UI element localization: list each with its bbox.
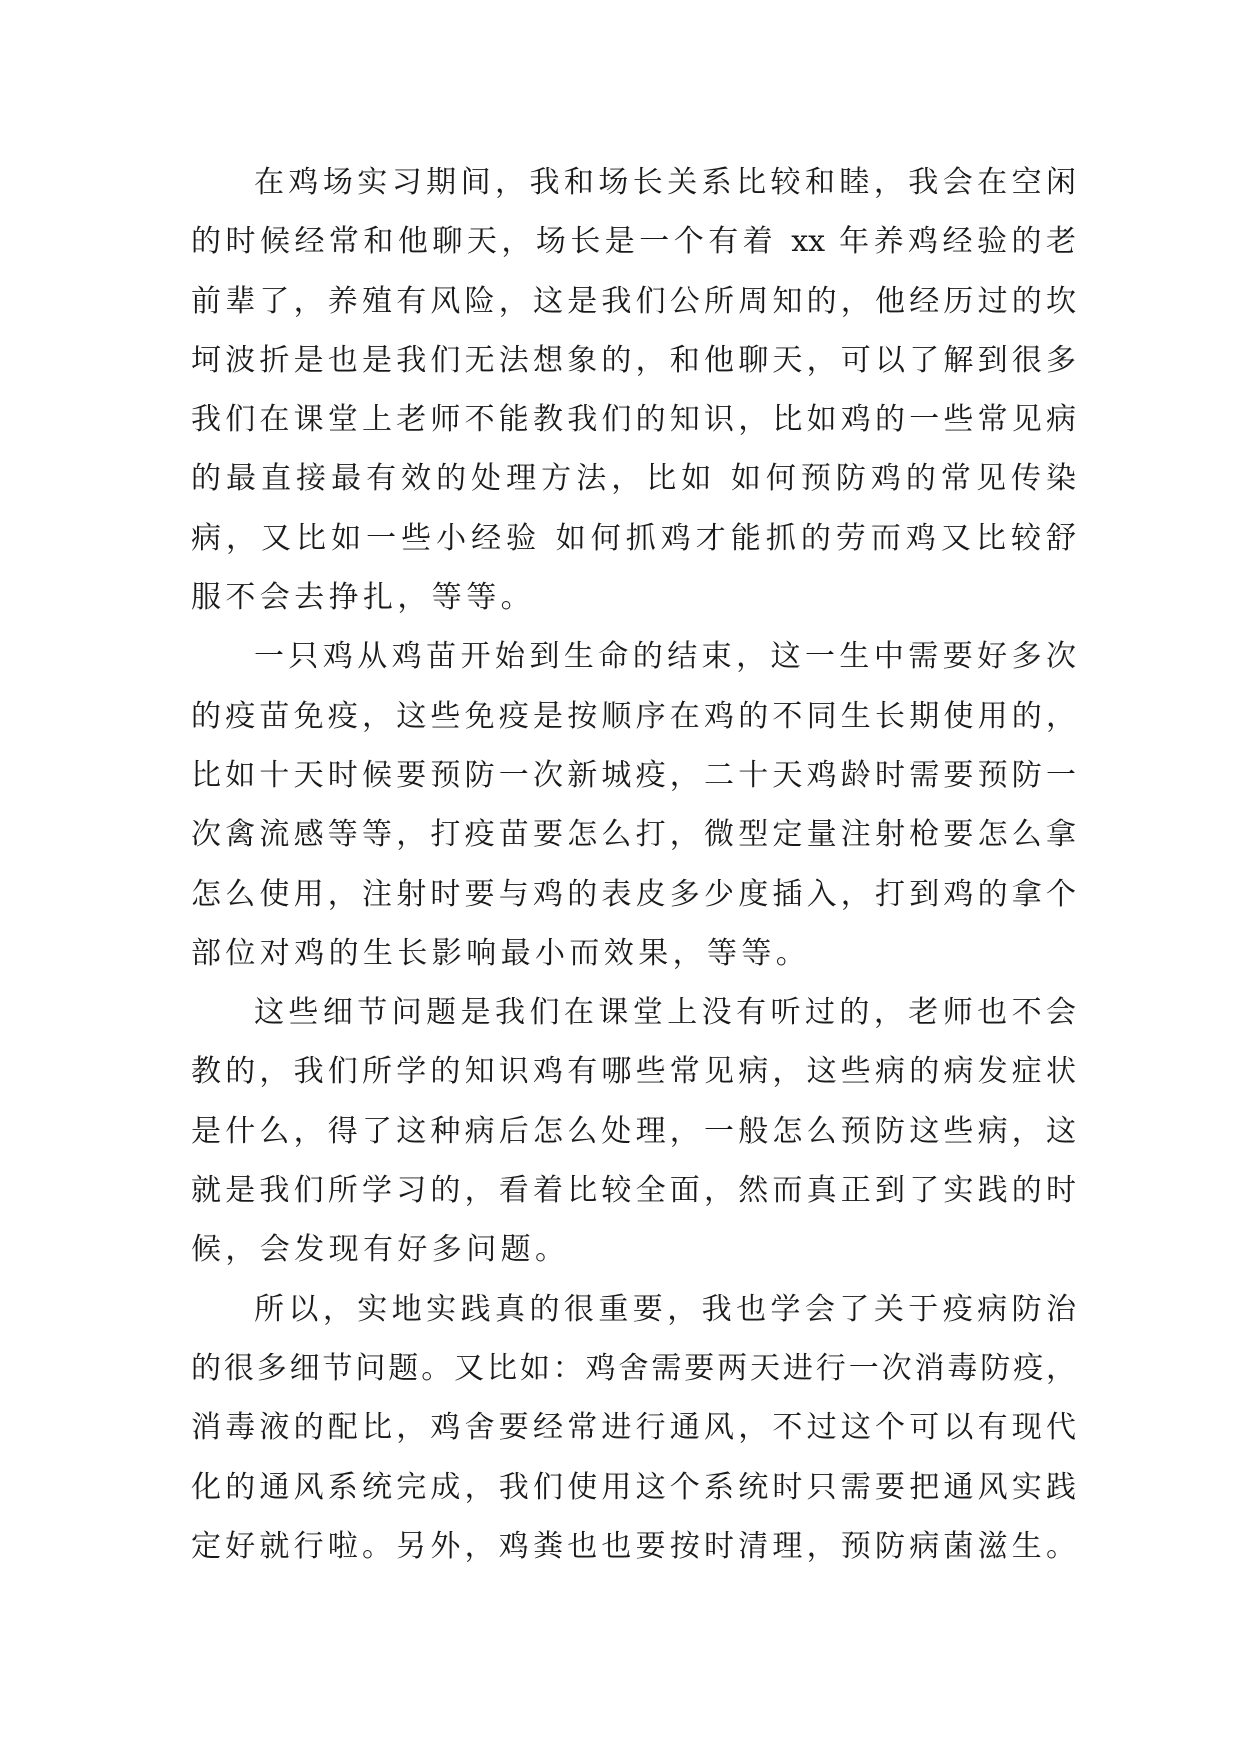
text-line: 所以，实地实践真的很重要，我也学会了关于疫病防治	[254, 1291, 1076, 1327]
text-line: 就是我们所学习的，看着比较全面，然而真正到了实践的时	[191, 1173, 1076, 1209]
text-line: 服不会去挣扎，等等。	[191, 580, 535, 616]
text-line: 在鸡场实习期间，我和场长关系比较和睦，我会在空闲	[254, 165, 1076, 200]
text-line: 的时候经常和他聊天，场长是一个有着 xx 年养鸡经验的老	[191, 224, 1076, 260]
text-line: 定好就行啦。另外，鸡粪也也要按时清理，预防病菌滋生。	[191, 1528, 1076, 1564]
paragraph-2	[191, 627, 1076, 983]
paragraph-3	[191, 983, 1076, 1279]
document-page	[191, 153, 1076, 1576]
text-line: 一只鸡从鸡苗开始到生命的结束，这一生中需要好多次	[254, 639, 1076, 675]
text-line: 我们在课堂上老师不能教我们的知识，比如鸡的一些常见病	[191, 402, 1076, 438]
text-line: 的最直接最有效的处理方法，比如 如何预防鸡的常见传染	[191, 461, 1076, 497]
paragraph-1	[191, 153, 1076, 627]
text-line: 比如十天时候要预防一次新城疫，二十天鸡龄时需要预防一	[191, 757, 1076, 793]
text-line: 部位对鸡的生长影响最小而效果，等等。	[191, 935, 811, 971]
text-line: 消毒液的配比，鸡舍要经常进行通风，不过这个可以有现代	[191, 1410, 1076, 1446]
text-line: 次禽流感等等，打疫苗要怎么打，微型定量注射枪要怎么拿	[191, 817, 1076, 853]
text-line: 坷波折是也是我们无法想象的，和他聊天，可以了解到很多	[191, 342, 1076, 378]
text-line: 前辈了，养殖有风险，这是我们公所周知的，他经历过的坎	[191, 283, 1076, 319]
text-line: 病，又比如一些小经验 如何抓鸡才能抓的劳而鸡又比较舒	[191, 520, 1076, 556]
text-line: 这些细节问题是我们在课堂上没有听过的，老师也不会	[254, 995, 1076, 1031]
paragraph-4	[191, 1280, 1076, 1576]
text-line: 怎么使用，注射时要与鸡的表皮多少度插入，打到鸡的拿个	[191, 876, 1076, 912]
text-line: 的疫苗免疫，这些免疫是按顺序在鸡的不同生长期使用的，	[191, 698, 1076, 734]
text-line: 的很多细节问题。又比如：鸡舍需要两天进行一次消毒防疫，	[191, 1350, 1076, 1386]
text-line: 是什么，得了这种病后怎么处理，一般怎么预防这些病，这	[191, 1113, 1076, 1149]
text-line: 化的通风系统完成，我们使用这个系统时只需要把通风实践	[191, 1469, 1076, 1505]
text-line: 候，会发现有好多问题。	[191, 1232, 570, 1268]
text-line: 教的，我们所学的知识鸡有哪些常见病，这些病的病发症状	[191, 1054, 1076, 1090]
